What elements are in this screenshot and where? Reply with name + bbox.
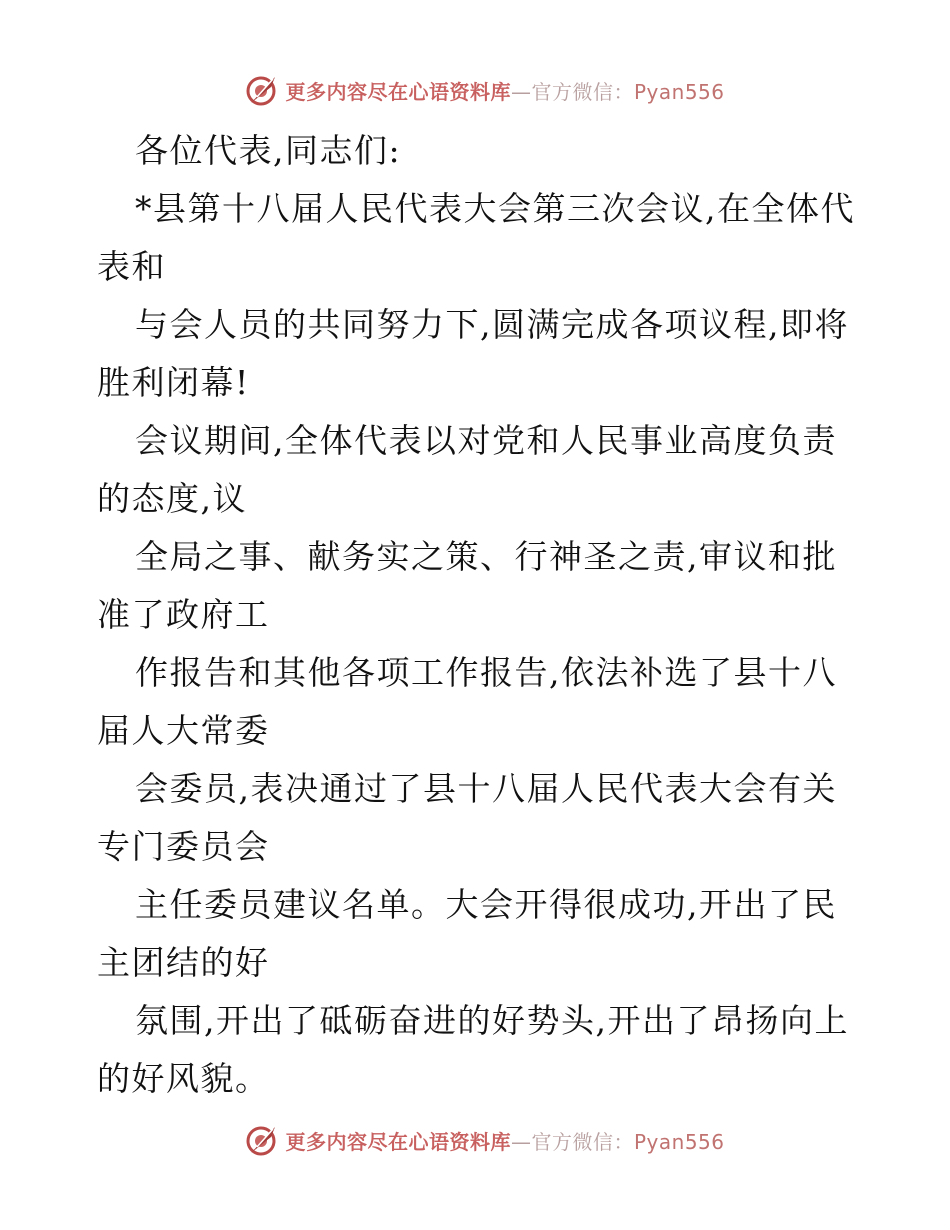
header-brand: 更多内容尽在心语资料库 xyxy=(285,79,511,104)
header-separator: — xyxy=(510,79,532,104)
footer-banner-inner xyxy=(245,1123,724,1157)
body-line: 各位代表,同志们: xyxy=(135,131,402,170)
body-line: 会委员,表决通过了县十八届人民代表大会有关 xyxy=(135,769,837,808)
body-line: 的态度,议 xyxy=(97,479,247,518)
footer-banner-text xyxy=(285,1126,724,1155)
body-line: *县第十八届人民代表大会第三次会议,在全体代 xyxy=(135,189,855,228)
footer-brand: 更多内容尽在心语资料库 xyxy=(285,1129,511,1154)
header-banner-inner xyxy=(245,73,724,107)
body-line: 胜利闭幕! xyxy=(97,363,250,402)
footer-banner xyxy=(0,1120,950,1160)
header-banner xyxy=(0,70,950,110)
footer-wechat-label: 官方微信： xyxy=(531,1129,634,1154)
body-line: 准了政府工 xyxy=(97,595,270,634)
body-line: 与会人员的共同努力下,圆满完成各项议程,即将 xyxy=(135,305,849,344)
body-line: 的好风貌。 xyxy=(97,1059,270,1098)
header-wechat-id: Pyan556 xyxy=(633,79,725,104)
body-line: 专门委员会 xyxy=(97,827,270,866)
body-line: 全局之事、献务实之策、行神圣之责,审议和批 xyxy=(135,537,837,576)
header-banner-text xyxy=(285,76,724,105)
document-body xyxy=(97,122,867,1108)
body-line: 作报告和其他各项工作报告,依法补选了县十八 xyxy=(135,653,837,692)
body-line: 主任委员建议名单。大会开得很成功,开出了民 xyxy=(135,885,837,924)
footer-separator: — xyxy=(510,1129,532,1154)
body-line: 会议期间,全体代表以对党和人民事业高度负责 xyxy=(135,421,837,460)
body-line: 届人大常委 xyxy=(97,711,270,750)
header-wechat-label: 官方微信： xyxy=(531,79,634,104)
quill-circle-icon xyxy=(245,1123,279,1157)
body-line: 表和 xyxy=(97,247,166,286)
body-line: 主团结的好 xyxy=(97,943,270,982)
quill-circle-icon xyxy=(245,73,279,107)
footer-wechat-id: Pyan556 xyxy=(633,1129,725,1154)
body-line: 氛围,开出了砥砺奋进的好势头,开出了昂扬向上 xyxy=(135,1001,849,1040)
